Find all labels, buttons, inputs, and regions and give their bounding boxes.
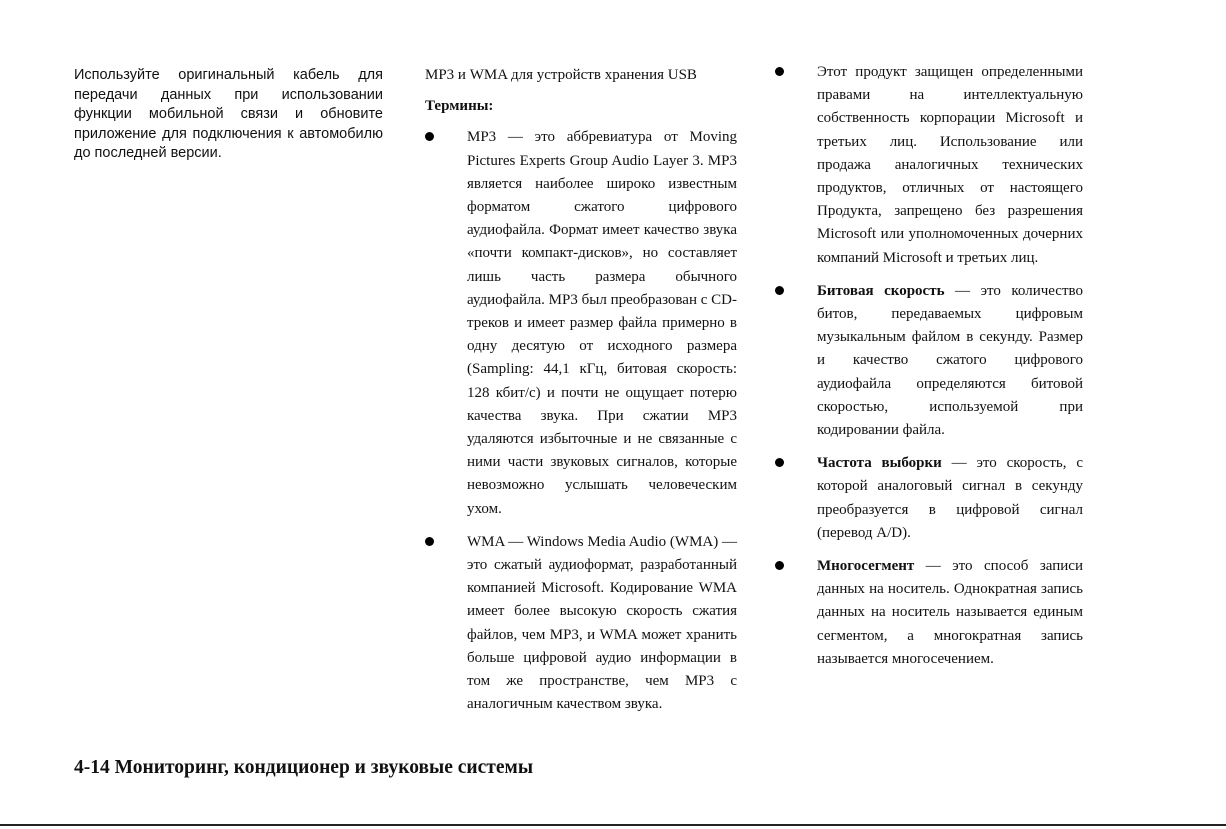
list-item-text: WMA — Windows Media Audio (WMA) — это сжатый аудиоформат, разработанный компанией Microsoft. Кодирование WMA имеет более высокую скорость сжатия файлов, чем MP3, и WMA может хранить больше цифровой аудио информации в том же пространстве, чем MP3 с аналогичным качеством звука. [467, 533, 737, 713]
term-label: Битовая скорость [817, 282, 945, 299]
list-item-mp3 [425, 126, 737, 520]
list-item-text: MP3 — это аббревиатура от Moving Pictures Experts Group Audio Layer 3. MP3 является наиболее широко известным форматом сжатого цифрового аудиофайла. Формат имеет качество звука «почти компакт-дисков», но составляет лишь часть размера обычного аудиофайла. MP3 был преобразован с CD-треков и имеет размер файла примерно в одну десятую от исходного размера (Sampling: 44,1 кГц, битовая скорость: 128 кбит/с) и почти не ощущает потерю качества звука. При сжатии MP3 удаляются избыточные и не связанные с ними части звуковых сигналов, которые невозможно услышать человеческим ухом. [467, 129, 737, 517]
bullet-icon [775, 286, 784, 295]
column-3 [775, 61, 1083, 681]
page-footer: 4-14 Мониторинг, кондиционер и звуковые системы [74, 757, 534, 778]
list-item-text: Этот продукт защищен определенными правами на интеллектуальную собственность корпорации Microsoft и третьих лиц. Использование или продажа аналогичных технических продуктов, отличных от настоящего Продукта, запрещено без разрешения Microsoft или уполномоченных дочерних компаний Microsoft и третьих лиц. [817, 64, 1083, 266]
list-item-wma [425, 531, 737, 717]
column-2 [425, 64, 737, 726]
bullet-icon [775, 561, 784, 570]
list-item-text: — это количество битов, передаваемых цифровым музыкальным файлом в секунду. Размер и качество сжатого цифрового аудиофайла определяются битовой скоростью, используемой при кодировании файла. [817, 282, 1084, 439]
bullet-icon [775, 458, 784, 467]
list-item-text: — это скорость, с которой аналоговый сигнал в секунду преобразуется в цифровой сигнал (перевод A/D). [817, 455, 1083, 541]
bullet-icon [425, 132, 434, 141]
bullet-icon [425, 537, 434, 546]
list-item-multisession [775, 555, 1083, 671]
bullet-icon [775, 67, 784, 76]
list-item-text: — это способ записи данных на носитель. Однократная запись данных на носитель называется единым сегментом, а многократная запись называется многосечением. [817, 558, 1083, 667]
list-item-sampling-rate [775, 452, 1083, 545]
term-label: Частота выборки [817, 455, 942, 472]
intro-paragraph: Используйте оригинальный кабель для передачи данных при использовании функции мобильной связи и обновите приложение для подключения к автомобилю до последней версии. [74, 67, 383, 161]
list-item-bitrate [775, 280, 1083, 442]
term-label: Многосегмент [817, 558, 915, 575]
terms-heading: Термины: [425, 98, 494, 115]
divider [0, 824, 1226, 826]
section-intro: MP3 и WMA для устройств хранения USB [425, 67, 697, 83]
list-item-microsoft-rights [775, 61, 1083, 270]
